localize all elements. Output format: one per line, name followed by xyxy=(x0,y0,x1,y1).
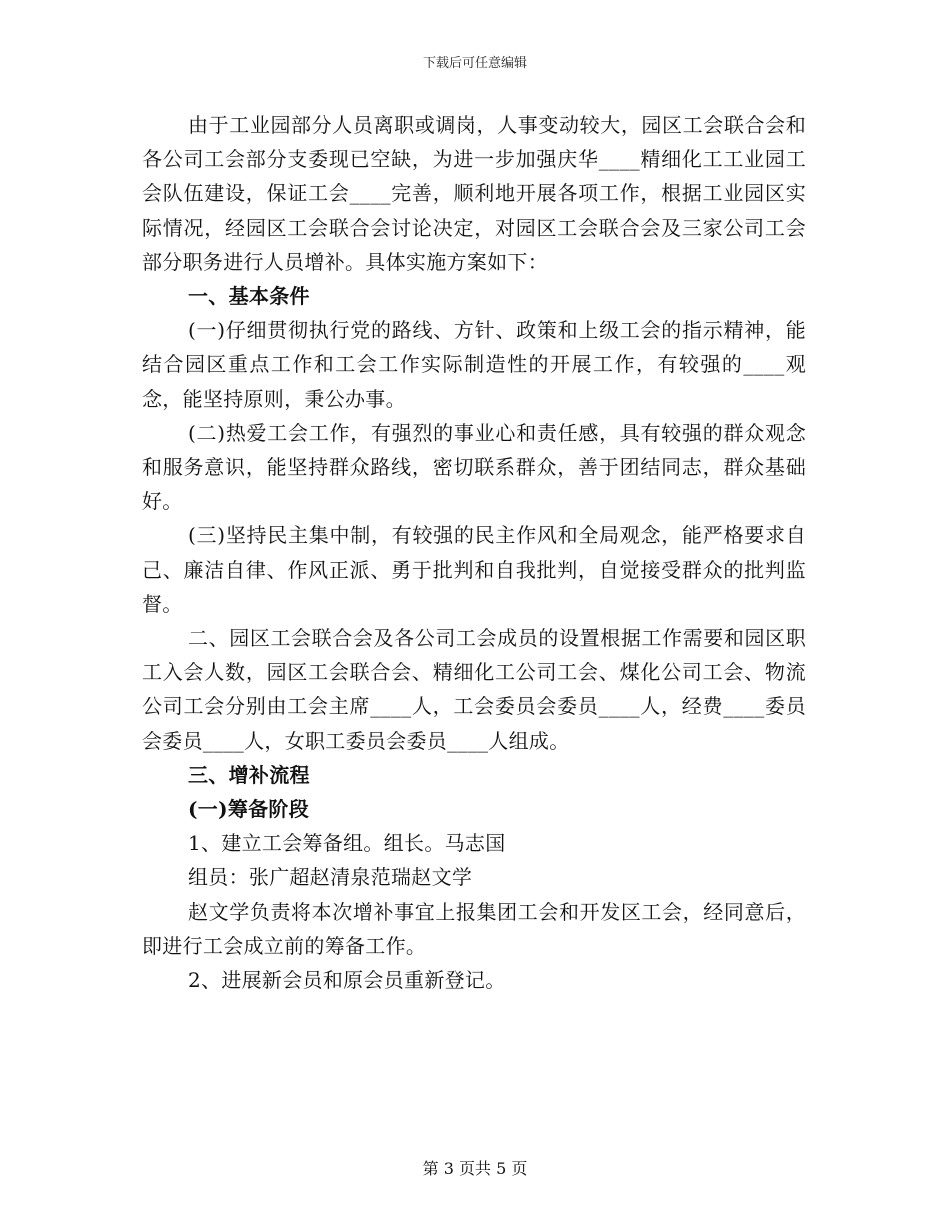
section-heading-basic-conditions: 一、基本条件 xyxy=(188,284,310,309)
member-setup-paragraph: 二、园区工会联合会及各公司工会成员的设置根据工作需要和园区职工入会人数，园区工会联合会、精细化工公司工会、煤化公司工会、物流公司工会分别由工会主席____人，工会委员会委员____人，经费____委员会委员____人，女职工委员会委员____人组成。 xyxy=(142,626,806,753)
condition-paragraph-3: (三)坚持民主集中制，有较强的民主作风和全局观念，能严格要求自己、廉洁自律、作风正派、勇于批判和自我批判，自觉接受群众的批判监督。 xyxy=(142,523,806,616)
intro-paragraph: 由于工业园部分人员离职或调岗，人事变动较大，园区工会联合会和各公司工会部分支委现已空缺，为进一步加强庆华____精细化工工业园工会队伍建设，保证工会____完善，顺利地开展各项工作，根据工业园区实际情况，经园区工会联合会讨论决定，对园区工会联合会及三家公司工会部分职务进行人员增补。具体实施方案如下： xyxy=(142,113,806,274)
step-1-paragraph: 1、建立工会筹备组。组长。马志国 xyxy=(188,831,506,856)
members-paragraph: 组员：张广超赵清泉范瑞赵文学 xyxy=(188,865,473,890)
subsection-heading-preparation: (一)筹备阶段 xyxy=(188,797,310,822)
condition-paragraph-2: (二)热爱工会工作，有强烈的事业心和责任感，具有较强的群众观念和服务意识，能坚持群众路线，密切联系群众，善于团结同志，群众基础好。 xyxy=(142,420,806,514)
page-footer: 第 3 页共 5 页 xyxy=(422,1159,528,1178)
reporting-paragraph: 赵文学负责将本次增补事宜上报集团工会和开发区工会，经同意后，即进行工会成立前的筹备工作。 xyxy=(142,899,806,958)
step-2-paragraph: 2、进展新会员和原会员重新登记。 xyxy=(188,968,506,993)
page-header: 下载后可任意编辑 xyxy=(422,56,527,71)
section-heading-process: 三、增补流程 xyxy=(188,762,310,787)
document-body xyxy=(142,108,806,997)
condition-paragraph-1: (一)仔细贯彻执行党的路线、方针、政策和上级工会的指示精神，能结合园区重点工作和工会工作实际制造性的开展工作，有较强的____观念，能坚持原则，秉公办事。 xyxy=(142,318,806,411)
